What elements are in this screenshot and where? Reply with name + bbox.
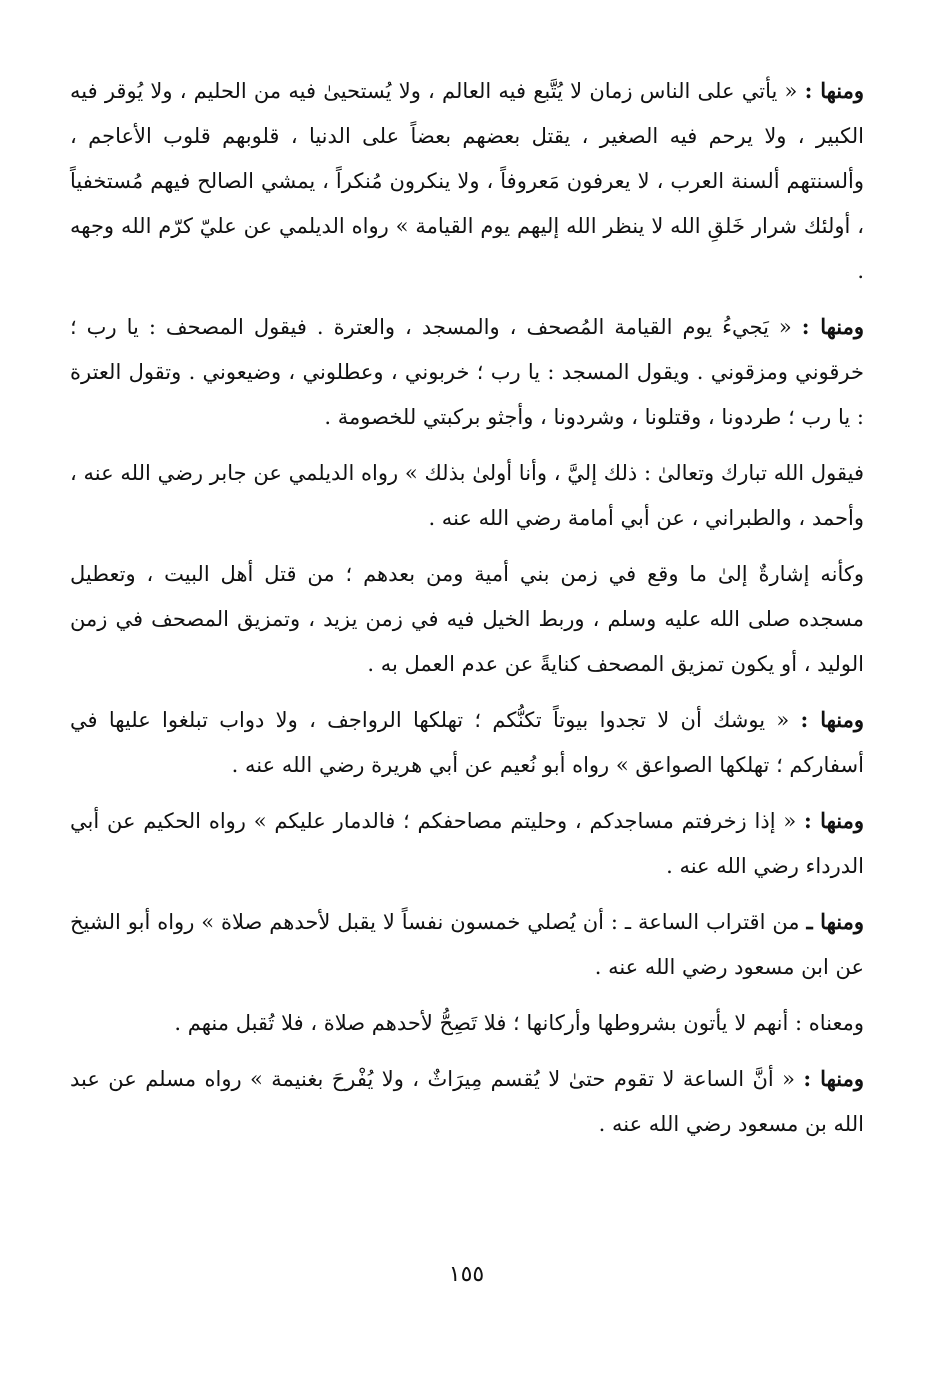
- paragraph-lead: ومنها ـ: [806, 909, 864, 934]
- paragraph-4: [70, 551, 864, 687]
- paragraph-text: « يَجيءُ يوم القيامة المُصحف ، والمسجد ، والعترة . فيقول المصحف : يا رب ؛ خرقوني ومزقوني . ويقول المسجد : يا رب ؛ خربوني ، وعطلوني ، وضيعوني . وتقول العترة : يا رب ؛ طردونا ، وقتلونا ، وشردونا ، وأجثو بركبتي للخصومة .: [70, 315, 864, 429]
- paragraph-text: « أنَّ الساعة لا تقوم حتىٰ لا يُقسم مِيرَاثٌ ، ولا يُفْرحَ بغنيمة » رواه مسلم عن عبد الله بن مسعود رضي الله عنه .: [70, 1067, 864, 1136]
- paragraph-lead: ومنها :: [803, 808, 864, 833]
- paragraph-9: [70, 1056, 864, 1147]
- paragraph-text: فيقول الله تبارك وتعالىٰ : ذلك إليَّ ، وأنا أولىٰ بذلك » رواه الديلمي عن جابر رضي الله عنه ، وأحمد ، والطبراني ، عن أبي أمامة رضي الله عنه .: [70, 461, 864, 530]
- paragraph-text: وكأنه إشارةٌ إلىٰ ما وقع في زمن بني أمية ومن بعدهم ؛ من قتل أهل البيت ، وتعطيل مسجده صلى الله عليه وسلم ، وربط الخيل فيه في زمن يزيد ، وتمزيق المصحف في زمن الوليد ، أو يكون تمزيق المصحف كنايةً عن عدم العمل به .: [70, 562, 864, 676]
- page-body: [70, 68, 864, 1157]
- paragraph-5: [70, 697, 864, 788]
- paragraph-lead: ومنها :: [801, 314, 864, 339]
- paragraph-2: [70, 304, 864, 440]
- paragraph-lead: ومنها :: [800, 707, 865, 732]
- paragraph-text: « يوشك أن لا تجدوا بيوتاً تكنُّكم ؛ تهلكها الرواجف ، ولا دواب تبلغوا عليها في أسفاركم ؛ تهلكها الصواعق » رواه أبو نُعيم عن أبي هريرة رضي الله عنه .: [70, 708, 864, 777]
- paragraph-lead: ومنها :: [803, 1066, 864, 1091]
- paragraph-7: [70, 899, 864, 990]
- paragraph-8: [70, 1000, 864, 1046]
- paragraph-lead: ومنها :: [804, 78, 864, 103]
- paragraph-text: من اقتراب الساعة ـ : أن يُصلي خمسون نفساً لا يقبل لأحدهم صلاة » رواه أبو الشيخ عن ابن مسعود رضي الله عنه .: [70, 910, 864, 979]
- paragraph-6: [70, 798, 864, 889]
- paragraph-text: « يأتي على الناس زمان لا يُتَّبع فيه العالم ، ولا يُستحيىٰ فيه من الحليم ، ولا يُوقر فيه الكبير ، ولا يرحم فيه الصغير ، يقتل بعضهم بعضاً على الدنيا ، قلوبهم قلوب الأعاجم ، وألسنتهم ألسنة العرب ، لا يعرفون مَعروفاً ، ولا ينكرون مُنكراً ، يمشي الصالح فيهم مُستخفياً ، أولئك شرار خَلقِ الله لا ينظر الله إليهم يوم القيامة » رواه الديلمي عن عليّ كرّم الله وجهه .: [70, 79, 864, 283]
- paragraph-text: ومعناه : أنهم لا يأتون بشروطها وأركانها ؛ فلا تَصِحُّ لأحدهم صلاة ، فلا تُقبل منهم .: [174, 1011, 864, 1035]
- paragraph-1: [70, 68, 864, 294]
- page-number: ١٥٥: [448, 1262, 485, 1287]
- paragraph-3: [70, 450, 864, 541]
- paragraph-text: « إذا زخرفتم مساجدكم ، وحليتم مصاحفكم ؛ فالدمار عليكم » رواه الحكيم عن أبي الدرداء رضي الله عنه .: [70, 809, 864, 878]
